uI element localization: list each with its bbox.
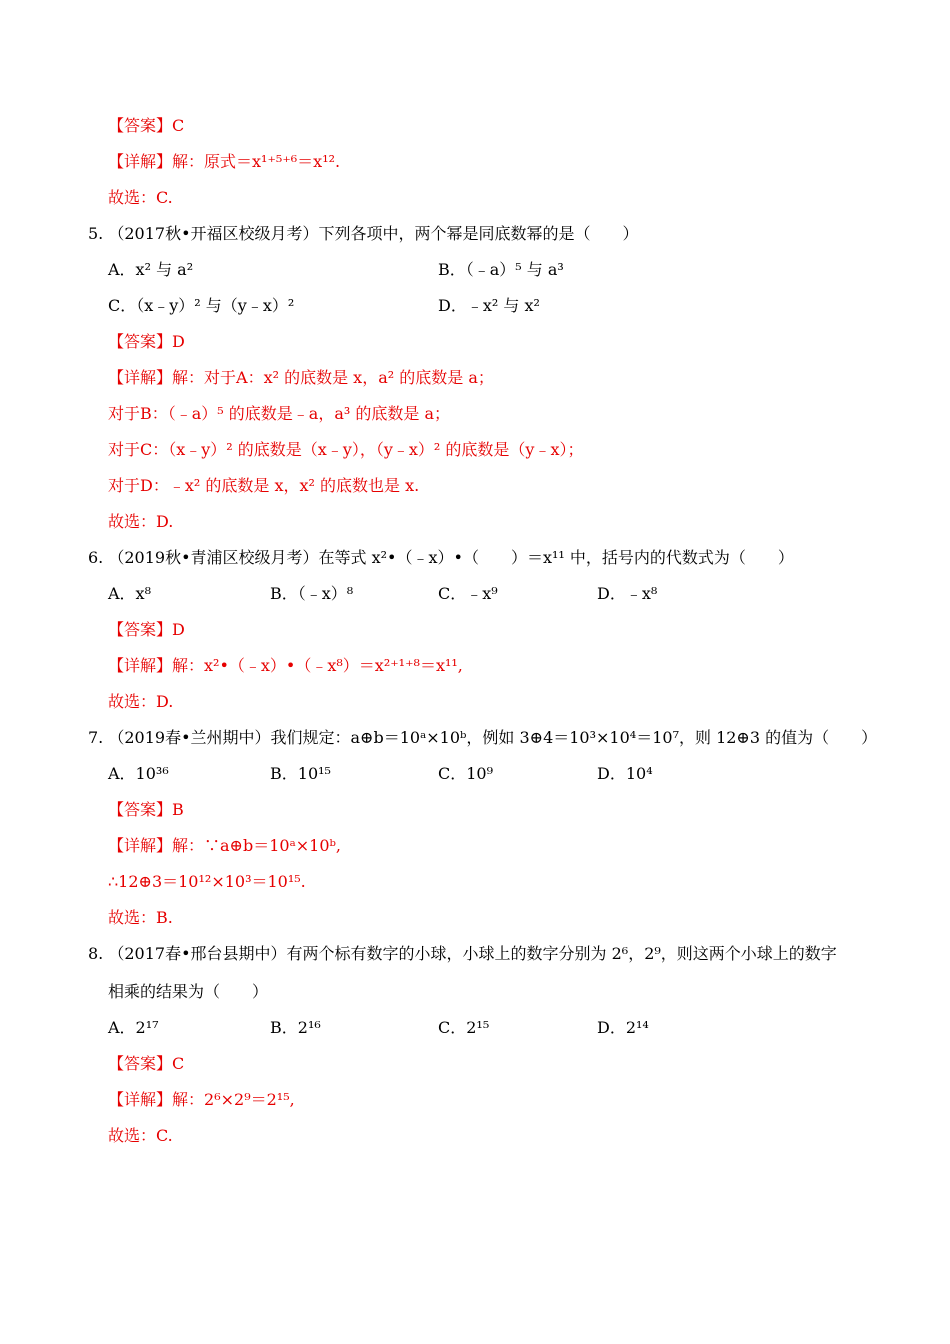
conclusion-4: 故选：C. — [108, 188, 173, 207]
option-d: D．2¹⁴ — [597, 1018, 649, 1037]
detail-text: 解：2⁶×2⁹＝2¹⁵, — [172, 1090, 295, 1109]
option-d: D．10⁴ — [597, 764, 653, 783]
detail-label: 【详解】 — [108, 656, 173, 675]
detail-7-line-2: ∴12⊕3＝10¹²×10³＝10¹⁵. — [108, 872, 306, 891]
detail-7-line-1 — [108, 834, 341, 858]
option-a: A．10³⁶ — [108, 764, 169, 783]
detail-label: 【详解】 — [108, 368, 173, 387]
answer-6: 【答案】D — [108, 620, 185, 639]
question-text: （2019秋•青浦区校级月考）在等式 x²•（﹣x）•（ ）＝x¹¹ 中，括号内的代数式为（ ） — [108, 548, 794, 567]
option-c: C．10⁹ — [438, 764, 494, 783]
question-8-stem-line-1 — [88, 942, 837, 966]
question-5-stem — [88, 222, 639, 246]
answer-7: 【答案】B — [108, 800, 184, 819]
answer-5: 【答案】D — [108, 332, 185, 351]
answer-8: 【答案】C — [108, 1054, 185, 1073]
detail-text: 解：x²•（﹣x）•（﹣x⁸）＝x²⁺¹⁺⁸＝x¹¹, — [172, 656, 463, 675]
conclusion-6: 故选：D. — [108, 692, 174, 711]
question-6-stem — [88, 546, 794, 570]
option-a: A．2¹⁷ — [108, 1018, 159, 1037]
option-b: B．10¹⁵ — [270, 764, 331, 783]
option-b: B．（﹣a）⁵ 与 a³ — [438, 260, 564, 279]
option-c: C．2¹⁵ — [438, 1018, 490, 1037]
detail-text: 解：∵a⊕b＝10ᵃ×10ᵇ, — [172, 836, 341, 855]
detail-5-line-1 — [108, 366, 494, 390]
detail-4 — [108, 150, 340, 174]
conclusion-7: 故选：B. — [108, 908, 173, 927]
option-c: C．﹣x⁹ — [438, 584, 498, 603]
conclusion-5: 故选：D. — [108, 512, 174, 531]
option-c: C．（x﹣y）² 与（y﹣x）² — [108, 296, 295, 315]
detail-label: 【详解】 — [108, 836, 173, 855]
option-d: D．﹣x⁸ — [597, 584, 658, 603]
detail-6 — [108, 654, 463, 678]
detail-8 — [108, 1088, 295, 1112]
question-text: （2019春•兰州期中）我们规定：a⊕b＝10ᵃ×10ᵇ，例如 3⊕4＝10³×10⁴＝10⁷，则 12⊕3 的值为（ ） — [108, 728, 878, 747]
detail-text: 解：对于A：x² 的底数是 x，a² 的底数是 a； — [172, 368, 494, 387]
question-text: （2017春•邢台县期中）有两个标有数字的小球，小球上的数字分别为 2⁶，2⁹，则这两个小球上的数字 — [108, 944, 837, 963]
detail-5-line-3: 对于C：（x﹣y）² 的底数是（x﹣y），（y﹣x）² 的底数是（y﹣x）； — [108, 440, 584, 459]
question-7-stem — [88, 726, 877, 750]
option-a: A．x⁸ — [108, 584, 151, 603]
question-number: 5. — [88, 224, 104, 243]
option-b: B．2¹⁶ — [270, 1018, 321, 1037]
question-number: 6. — [88, 548, 104, 567]
option-d: D．﹣x² 与 x² — [438, 296, 540, 315]
question-text: （2017秋•开福区校级月考）下列各项中，两个幂是同底数幂的是（ ） — [108, 224, 639, 243]
conclusion-8: 故选：C. — [108, 1126, 173, 1145]
question-number: 8. — [88, 944, 104, 963]
detail-text: 解：原式＝x¹⁺⁵⁺⁶＝x¹². — [172, 152, 341, 171]
question-number: 7. — [88, 728, 104, 747]
detail-label: 【详解】 — [108, 1090, 173, 1109]
detail-label: 【详解】 — [108, 152, 173, 171]
option-b: B．（﹣x）⁸ — [270, 584, 354, 603]
answer-4: 【答案】C — [108, 116, 185, 135]
detail-5-line-2: 对于B：（﹣a）⁵ 的底数是﹣a，a³ 的底数是 a； — [108, 404, 451, 423]
question-8-stem-line-2: 相乘的结果为（ ） — [108, 982, 269, 1001]
detail-5-line-4: 对于D：﹣x² 的底数是 x，x² 的底数也是 x. — [108, 476, 420, 495]
option-a: A．x² 与 a² — [108, 260, 194, 279]
